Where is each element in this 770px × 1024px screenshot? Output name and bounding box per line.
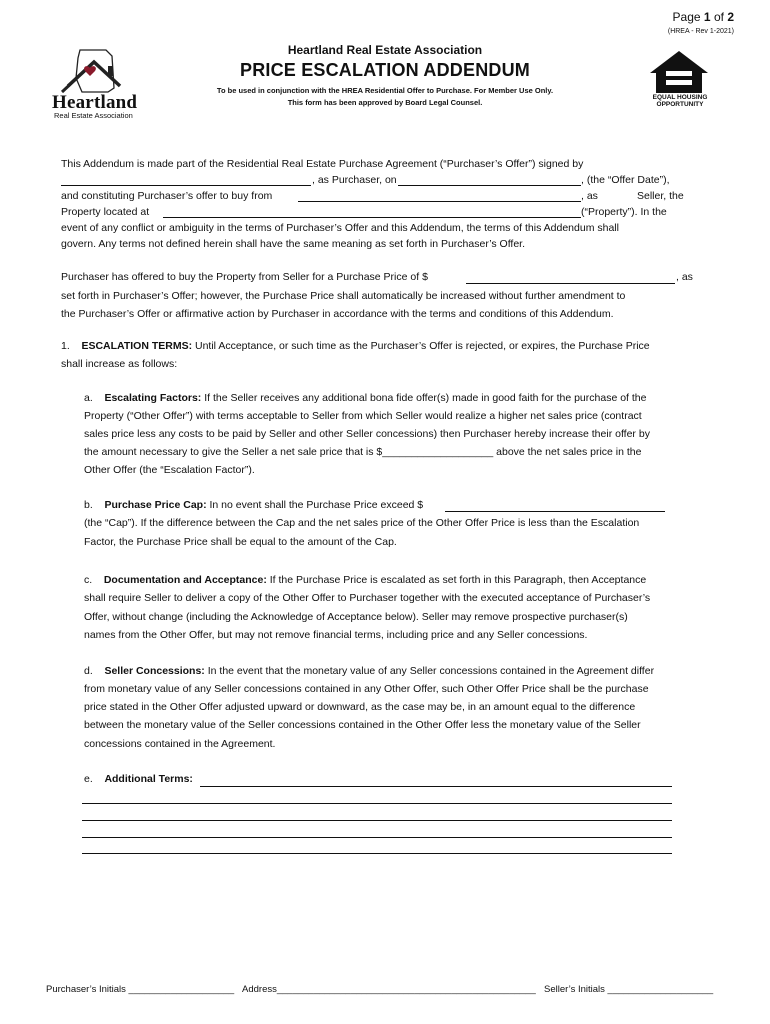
document-title: PRICE ESCALATION ADDENDUM	[239, 60, 530, 80]
offer-line-1-end: , as	[676, 271, 693, 283]
section-c-line-3: Offer, without change (including the Acknowledge of Acceptance below). Seller may remove prospective purchaser(s)	[84, 611, 628, 623]
logo-wordmark: Heartland	[52, 92, 138, 113]
section-b-letter: b.	[84, 499, 93, 511]
section-c-line-4: names from the Other Offer, but may not remove financial terms, including price and any Seller concessions.	[84, 629, 588, 641]
section-a-text-1: If the Seller receives any additional bona fide offer(s) made in good faith for the purchase of the	[201, 392, 647, 404]
escalation-text-1: Until Acceptance, or such time as the Purchaser’s Offer is rejected, or expires, the Purchase Price	[192, 340, 650, 352]
conflict-line-1: event of any conflict or ambiguity in the terms of Purchaser’s Offer and this Addendum, the terms of this Addendum shall	[61, 222, 619, 234]
section-c-label: Documentation and Acceptance:	[103, 574, 267, 586]
section-c-letter: c.	[84, 574, 93, 586]
section-c-line-2: shall require Seller to deliver a copy of the Other Offer to Purchaser together with the executed acceptance of Purchaser’s	[84, 592, 651, 604]
organization-name: Heartland Real Estate Association	[287, 43, 483, 57]
offer-line-1: Purchaser has offered to buy the Property from Seller for a Purchase Price of $	[61, 271, 428, 283]
escalation-number: 1.	[61, 340, 70, 352]
section-a-line-2: Property (“Other Offer”) with terms acceptable to Seller from which Seller would realize a higher net sales price (contract	[84, 410, 642, 422]
section-d-line-2: from monetary value of any Seller concessions contained in any Other Offer, such Other Offer Price shall be the purchase	[84, 683, 649, 695]
section-a-text-4b: above the net sales price in the	[493, 446, 642, 458]
logo-subtitle: Real Estate Association	[54, 111, 133, 120]
eho-line1: EQUAL HOUSING	[652, 94, 708, 101]
eho-line2: OPPORTUNITY	[656, 101, 704, 108]
property-address-field[interactable]	[163, 217, 581, 218]
offer-line-3: the Purchaser’s Offer or affirmative action by Purchaser in accordance with the terms and conditions of this Addendum.	[61, 308, 614, 320]
section-d-line-4: between the monetary value of the Seller concessions contained in the Other Offer less the monetary value of the Seller	[84, 719, 641, 731]
section-e-label: Additional Terms:	[104, 773, 193, 785]
offer-line-2: set forth in Purchaser’s Offer; however, the Purchase Price shall automatically be increased without further amendment to	[61, 290, 626, 302]
section-d-label: Seller Concessions:	[104, 665, 205, 677]
additional-terms-field-1[interactable]	[200, 786, 672, 787]
section-a-label: Escalating Factors:	[104, 392, 202, 404]
address-field[interactable]: Address_________________________________________________	[242, 984, 536, 995]
section-b-line-3: Factor, the Purchase Price shall be equal to the amount of the Cap.	[84, 536, 397, 548]
section-b-text-1: In no event shall the Purchase Price exceed $	[206, 499, 424, 511]
page-total: 2	[727, 10, 734, 24]
escalation-text-2: shall increase as follows:	[61, 358, 178, 370]
equal-housing-text	[640, 94, 720, 108]
escalation-heading	[61, 340, 650, 352]
section-d-line-1	[84, 665, 654, 677]
property-end-text: (“Property”). In the	[581, 206, 667, 218]
conflict-line-2: govern. Any terms not defined herein shall have the same meaning as set forth in Purchaser’s Offer.	[61, 238, 526, 250]
escalation-factor-field[interactable]: ___________________	[382, 446, 494, 458]
seller-name-field[interactable]	[298, 201, 581, 202]
additional-terms-field-3[interactable]	[82, 820, 672, 821]
page-current: 1	[703, 10, 711, 24]
section-e-line-1	[84, 773, 193, 785]
property-located-text: Property located at	[61, 206, 150, 218]
section-b-label: Purchase Price Cap:	[104, 499, 207, 511]
purchase-price-field[interactable]	[466, 283, 675, 284]
section-a-line-4	[84, 446, 641, 458]
section-a-letter: a.	[84, 392, 93, 404]
section-d-text-1: In the event that the monetary value of any Seller concessions contained in the Agreement differ	[204, 665, 655, 677]
subtitle-usage: To be used in conjunction with the HREA Residential Offer to Purchase. For Member Use Only.	[216, 86, 554, 95]
purchaser-initials-field[interactable]: Purchaser’s Initials ____________________	[46, 984, 235, 995]
section-c-line-1	[84, 574, 646, 586]
intro-line-1: This Addendum is made part of the Residential Real Estate Purchase Agreement (“Purchaser’s Offer”) signed by	[61, 158, 584, 170]
additional-terms-field-5[interactable]	[82, 853, 672, 854]
section-b-line-2: (the “Cap”). If the difference between the Cap and the net sales price of the Other Offer Price is less than the Escalation	[84, 517, 640, 529]
as-seller-text-1: , as	[581, 190, 598, 202]
purchaser-name-field[interactable]	[61, 185, 311, 186]
subtitle-approval: This form has been approved by Board Legal Counsel.	[287, 98, 483, 107]
section-a-line-5: Other Offer (the “Escalation Factor”).	[84, 464, 255, 476]
page-number	[673, 10, 734, 24]
section-d-letter: d.	[84, 665, 93, 677]
section-e-letter: e.	[84, 773, 93, 785]
section-d-line-3: price stated in the Other Offer adjusted upward or downward, as the case may be, in an amount equal to the difference	[84, 701, 636, 713]
seller-initials-field[interactable]: Seller’s Initials ____________________	[544, 984, 714, 995]
section-a-line-1	[84, 392, 646, 404]
section-a-line-3: sales price less any costs to be paid by Seller and other Seller concessions) then Purchaser hereby increase their offer by	[84, 428, 650, 440]
signed-date-field[interactable]	[398, 185, 581, 186]
page-of: of	[713, 10, 724, 24]
section-b-line-1	[84, 499, 423, 511]
escalation-label: ESCALATION TERMS:	[81, 340, 193, 352]
constituting-text: and constituting Purchaser’s offer to buy from	[61, 190, 273, 202]
additional-terms-field-4[interactable]	[82, 837, 672, 838]
section-c-text-1: If the Purchase Price is escalated as set forth in this Paragraph, then Acceptance	[266, 574, 647, 586]
revision-label: (HREA - Rev 1-2021)	[667, 28, 734, 35]
additional-terms-field-2[interactable]	[82, 803, 672, 804]
page-prefix: Page	[672, 10, 701, 24]
as-purchaser-text: , as Purchaser, on	[312, 174, 397, 186]
price-cap-field[interactable]	[445, 511, 665, 512]
as-seller-text-2: Seller, the	[637, 190, 684, 202]
offer-date-text: , (the “Offer Date”),	[581, 174, 670, 186]
section-d-line-5: concessions contained in the Agreement.	[84, 738, 276, 750]
section-a-text-4a: the amount necessary to give the Seller a net sale price that is $	[84, 446, 383, 458]
